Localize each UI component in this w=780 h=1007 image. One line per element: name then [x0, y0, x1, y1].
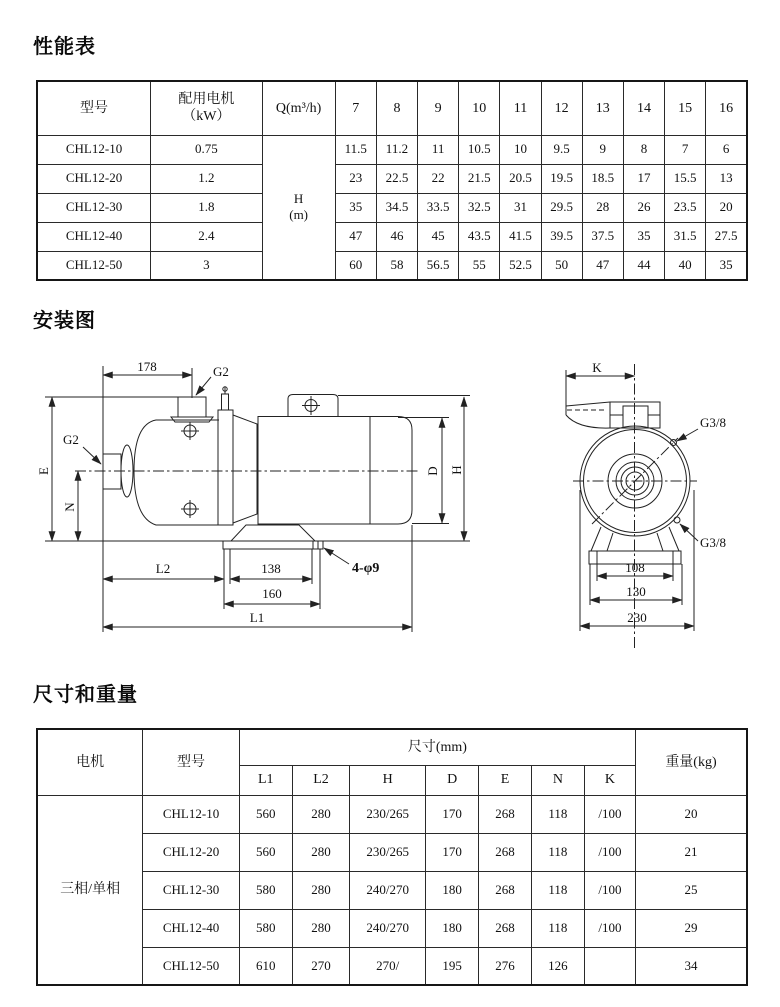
head-value-cell: 46 [376, 222, 417, 251]
head-value-cell: 19.5 [541, 164, 582, 193]
head-value-cell: 32.5 [459, 193, 500, 222]
head-value-cell: 8 [623, 135, 664, 164]
motor-group-cell: 三相/单相 [37, 795, 143, 985]
dim-value-cell: /100 [584, 833, 635, 871]
dim-label-e: E [36, 467, 51, 475]
dim-value-cell: 195 [426, 947, 479, 985]
dimension-table-row [37, 795, 747, 833]
head-value-cell: 29.5 [541, 193, 582, 222]
model-cell: CHL12-20 [143, 833, 240, 871]
head-value-cell: 20 [706, 193, 747, 222]
head-value-cell: 39.5 [541, 222, 582, 251]
head-value-cell: 35 [623, 222, 664, 251]
dim-label-k: K [592, 360, 602, 375]
head-value-cell: 47 [582, 251, 623, 280]
weight-cell: 25 [635, 871, 747, 909]
installation-section-title: 安装图 [33, 310, 96, 332]
dim-value-cell: 560 [239, 795, 292, 833]
head-value-cell: 60 [335, 251, 376, 280]
dim-label-178: 178 [137, 359, 157, 374]
dim-value-cell: 280 [292, 833, 350, 871]
head-value-cell: 26 [623, 193, 664, 222]
col-header-flow: Q(m³/h) [262, 81, 335, 135]
dim-label-130: 130 [626, 584, 646, 599]
head-value-cell: 22 [418, 164, 459, 193]
dim-value-cell: 170 [426, 833, 479, 871]
dim-label-230: 230 [627, 610, 647, 625]
dim-value-cell: 560 [239, 833, 292, 871]
model-cell: CHL12-10 [37, 135, 151, 164]
col-header-motor-line1: 配用电机 [178, 91, 235, 107]
pump-front-view [566, 360, 726, 648]
head-value-cell: 45 [418, 222, 459, 251]
motor-power-cell: 1.2 [151, 164, 262, 193]
model-cell: CHL12-20 [37, 164, 151, 193]
dim-value-cell: 268 [479, 909, 532, 947]
dim-value-cell: 230/265 [350, 795, 426, 833]
col-header-dim-e: E [479, 765, 532, 795]
head-value-cell: 17 [623, 164, 664, 193]
head-value-cell: 50 [541, 251, 582, 280]
pump-side-view [36, 359, 470, 632]
weight-cell: 20 [635, 795, 747, 833]
performance-table-row [37, 193, 747, 222]
col-header-flow-12: 12 [541, 81, 582, 135]
col-header-flow-10: 10 [459, 81, 500, 135]
port-label-g2-top: G2 [213, 364, 229, 379]
head-value-cell: 6 [706, 135, 747, 164]
col-header-dim-h: H [350, 765, 426, 795]
dim-value-cell: 180 [426, 909, 479, 947]
motor-power-cell: 1.8 [151, 193, 262, 222]
dim-label-108: 108 [625, 560, 645, 575]
col-header-flow-11: 11 [500, 81, 541, 135]
dim-label-160: 160 [262, 586, 282, 601]
head-value-cell: 23 [335, 164, 376, 193]
head-value-cell: 31.5 [665, 222, 706, 251]
col-header-flow-9: 9 [418, 81, 459, 135]
port-label-g2-inlet: G2 [63, 432, 79, 447]
holes-label: 4-φ9 [352, 561, 380, 576]
model-cell: CHL12-10 [143, 795, 240, 833]
dim-value-cell: 118 [531, 909, 584, 947]
dimension-table-row [37, 909, 747, 947]
col-header-model2: 型号 [143, 729, 240, 795]
dimension-header-row-1 [37, 729, 747, 765]
weight-cell: 29 [635, 909, 747, 947]
plug-label-g38-bottom: G3/8 [700, 535, 726, 550]
performance-table-row [37, 222, 747, 251]
col-header-flow-15: 15 [665, 81, 706, 135]
model-cell: CHL12-30 [143, 871, 240, 909]
head-value-cell: 33.5 [418, 193, 459, 222]
head-value-cell: 11.5 [335, 135, 376, 164]
head-value-cell: 34.5 [376, 193, 417, 222]
head-value-cell: 23.5 [665, 193, 706, 222]
head-value-cell: 52.5 [500, 251, 541, 280]
weight-cell: 21 [635, 833, 747, 871]
dim-label-138: 138 [261, 561, 281, 576]
head-value-cell: 15.5 [665, 164, 706, 193]
dimensions-section-title: 尺寸和重量 [33, 684, 138, 706]
dim-value-cell: 270/ [350, 947, 426, 985]
head-value-cell: 13 [706, 164, 747, 193]
head-value-cell: 9.5 [541, 135, 582, 164]
head-value-cell: 35 [706, 251, 747, 280]
head-value-cell: 58 [376, 251, 417, 280]
col-header-dims-group: 尺寸(mm) [239, 729, 635, 765]
head-value-cell: 55 [459, 251, 500, 280]
col-header-motor-type: 电机 [37, 729, 143, 795]
dim-value-cell: 268 [479, 871, 532, 909]
head-value-cell: 43.5 [459, 222, 500, 251]
head-value-cell: 21.5 [459, 164, 500, 193]
plug-label-g38-top: G3/8 [700, 415, 726, 430]
head-value-cell: 31 [500, 193, 541, 222]
model-cell: CHL12-30 [37, 193, 151, 222]
head-value-cell: 11.2 [376, 135, 417, 164]
installation-drawing [30, 348, 770, 660]
dim-value-cell: 280 [292, 871, 350, 909]
model-cell: CHL12-50 [143, 947, 240, 985]
dim-value-cell: 118 [531, 833, 584, 871]
dim-value-cell: /100 [584, 795, 635, 833]
col-header-motor [151, 81, 262, 135]
dim-value-cell: 580 [239, 871, 292, 909]
col-header-dim-k: K [584, 765, 635, 795]
col-header-flow-8: 8 [376, 81, 417, 135]
dim-label-d: D [425, 466, 440, 476]
dim-value-cell: 118 [531, 795, 584, 833]
head-value-cell: 44 [623, 251, 664, 280]
dim-value-cell: 280 [292, 795, 350, 833]
col-header-weight: 重量(kg) [635, 729, 747, 795]
dim-value-cell: 280 [292, 909, 350, 947]
dimension-table-row [37, 947, 747, 985]
head-value-cell: 47 [335, 222, 376, 251]
dim-value-cell: 118 [531, 871, 584, 909]
motor-power-cell: 3 [151, 251, 262, 280]
head-value-cell: 37.5 [582, 222, 623, 251]
head-value-cell: 41.5 [500, 222, 541, 251]
weight-cell: 34 [635, 947, 747, 985]
col-header-motor-line2: （kW） [182, 109, 231, 125]
dim-value-cell: 270 [292, 947, 350, 985]
col-header-flow-7: 7 [335, 81, 376, 135]
dim-value-cell: 268 [479, 795, 532, 833]
col-header-flow-14: 14 [623, 81, 664, 135]
head-value-cell: 20.5 [500, 164, 541, 193]
dim-value-cell: 580 [239, 909, 292, 947]
col-header-model: 型号 [37, 81, 151, 135]
model-cell: CHL12-50 [37, 251, 151, 280]
performance-table-row [37, 251, 747, 280]
dim-value-cell: 276 [479, 947, 532, 985]
model-cell: CHL12-40 [37, 222, 151, 251]
dim-value-cell [584, 947, 635, 985]
head-value-cell: 35 [335, 193, 376, 222]
head-value-cell: 22.5 [376, 164, 417, 193]
col-header-flow-13: 13 [582, 81, 623, 135]
head-value-cell: 9 [582, 135, 623, 164]
performance-section-title: 性能表 [33, 36, 96, 58]
head-value-cell: 10 [500, 135, 541, 164]
performance-table-row [37, 135, 747, 164]
head-value-cell: 28 [582, 193, 623, 222]
dim-value-cell: 240/270 [350, 909, 426, 947]
dim-value-cell: 268 [479, 833, 532, 871]
performance-header-row [37, 81, 747, 135]
dim-label-n: N [62, 502, 77, 512]
dim-label-h: H [449, 465, 464, 475]
col-header-dim-l1: L1 [239, 765, 292, 795]
dim-value-cell: 230/265 [350, 833, 426, 871]
head-value-cell: 27.5 [706, 222, 747, 251]
head-value-cell: 40 [665, 251, 706, 280]
performance-table [36, 80, 748, 281]
performance-table-row [37, 164, 747, 193]
col-header-dim-n: N [531, 765, 584, 795]
head-unit-label: H [293, 191, 304, 206]
col-header-dim-d: D [426, 765, 479, 795]
dim-label-l2: L2 [155, 561, 171, 576]
col-header-dim-l2: L2 [292, 765, 350, 795]
dimension-weight-table [36, 728, 748, 986]
head-value-cell: 7 [665, 135, 706, 164]
model-cell: CHL12-40 [143, 909, 240, 947]
head-value-cell: 18.5 [582, 164, 623, 193]
dim-value-cell: /100 [584, 871, 635, 909]
motor-power-cell: 2.4 [151, 222, 262, 251]
head-value-cell: 11 [418, 135, 459, 164]
dim-value-cell: 240/270 [350, 871, 426, 909]
col-header-flow-16: 16 [706, 81, 747, 135]
head-unit-cell [262, 135, 335, 280]
dim-value-cell: 170 [426, 795, 479, 833]
dim-value-cell: 126 [531, 947, 584, 985]
head-value-cell: 10.5 [459, 135, 500, 164]
head-value-cell: 56.5 [418, 251, 459, 280]
head-unit-label: (m) [289, 207, 309, 223]
dim-label-l1: L1 [249, 610, 265, 625]
dim-value-cell: /100 [584, 909, 635, 947]
motor-power-cell: 0.75 [151, 135, 262, 164]
dim-value-cell: 180 [426, 871, 479, 909]
dim-value-cell: 610 [239, 947, 292, 985]
dimension-table-row [37, 871, 747, 909]
dimension-table-row [37, 833, 747, 871]
